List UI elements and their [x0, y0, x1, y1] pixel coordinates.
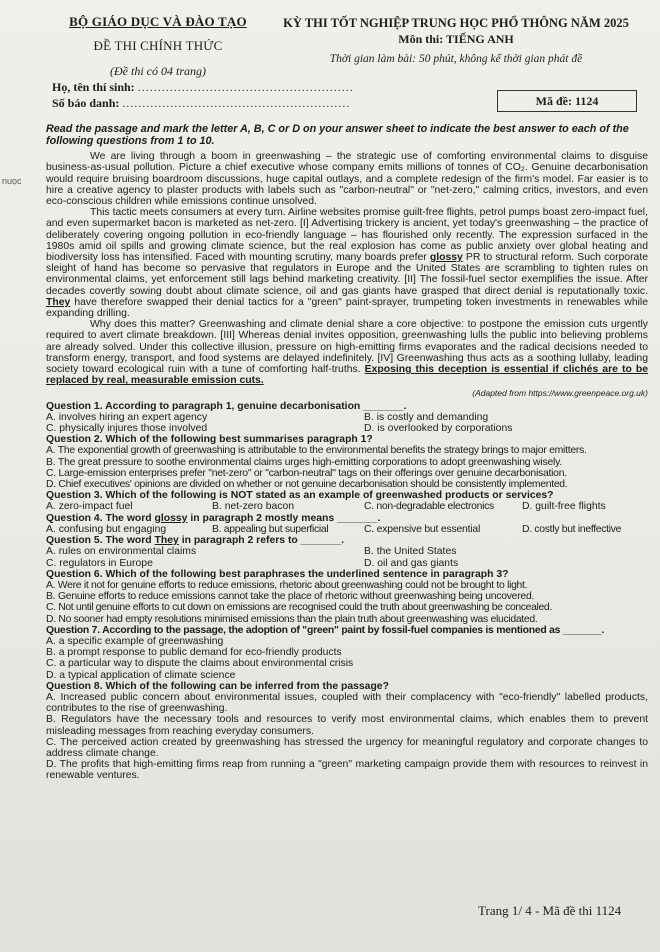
q5-option-a[interactable]: A. rules on environmental claims: [46, 546, 197, 558]
p3-part-a: Why does this matter? Greenwashing and climate denial share a core objective: to postpone the emission cuts urgently required to avert climate breakdown. [III] Whereas denial invites opposition, greenwashing lulls the public into believing problems are already solved. Under this collective illusion, pressure on high-emitting firms evaporates and the radical decisions needed to transform energy, transport, and food systems are delayed indefinitely. [IV] Greenwashing thus acts as a soothing lullaby, leading society toward ecological ruin with a tune of comforting half-truths.: [46, 319, 648, 376]
exam-code-box: Mã đề: 1124: [497, 90, 637, 112]
q4-option-c[interactable]: C. expensive but essential: [364, 523, 481, 535]
page-footer: Trang 1/ 4 - Mã đề thi 1124: [478, 903, 622, 918]
exam-body: [46, 124, 648, 782]
q2-option-c[interactable]: C. Large-emission enterprises prefer "net-zero" or "carbon-neutral" tags on their offerings over genuine decarbonisation.: [46, 467, 567, 479]
q6-option-b[interactable]: B. Genuine efforts to reduce emissions cannot take the place of rhetoric without greenwashing being uncovered.: [46, 591, 535, 603]
q4-stem-post: in paragraph 2 mostly means _______.: [187, 512, 381, 524]
q5-option-b[interactable]: B. the United States: [364, 546, 457, 558]
q2-option-a[interactable]: A. The exponential growth of greenwashing is attributable to the environmental benefits the strategy brings to major emitters.: [46, 445, 587, 457]
question-6-stem: Question 6. Which of the following best paraphrases the underlined sentence in paragraph 3?: [46, 568, 509, 580]
q2-option-b[interactable]: B. The great pressure to soothe environmental claims urges high-emitting corporations to adopt greenwashing wisely.: [46, 456, 563, 468]
q5-stem-post: in paragraph 2 refers to _______.: [178, 535, 344, 547]
question-5-stem: [46, 535, 648, 546]
passage-paragraph-1: We are living through a boom in greenwashing – the strategic use of comforting environmental claims to disguise business-as-usual pollution. Picture a chief executive whose company emits millions of tonnes of CO₂. Genuine decarbonisation would require bruising boardroom discussions, huge capital outlays, and a complete redesign of the firm's model. Far easier is to hire a creative agency to plaster products with labels such as "carbon-neutral" or "net-zero," calming critics, investors, and even eco-conscious children while emissions continue unsolved.: [46, 151, 648, 207]
name-label: Họ, tên thí sinh:: [52, 80, 135, 94]
question-4-options: [46, 524, 648, 535]
question-1-options: [46, 412, 648, 434]
margin-note: nuọc: [2, 176, 22, 186]
p2-part-c: have therefore swapped their denial tactics for a "green" paint-sprayer, trumpeting token investments in renewables while expanding drilling.: [46, 296, 648, 320]
question-8-stem: Question 8. Which of the following can be inferred from the passage?: [46, 680, 389, 692]
q5-option-c[interactable]: C. regulators in Europe: [46, 557, 153, 569]
question-3-options: [46, 501, 648, 512]
q4-option-d[interactable]: D. costly but ineffective: [522, 523, 622, 535]
exam-title: KỲ THI TỐT NGHIỆP TRUNG HỌC PHỔ THÔNG NĂM 2025: [283, 16, 629, 30]
q8-option-c[interactable]: C. The perceived action created by greenwashing has stressed the urgency for meaningful regulatory and corporate changes to address climate change.: [46, 736, 648, 759]
q1-option-b[interactable]: B. is costly and demanding: [364, 411, 489, 423]
id-dots: .........................................................: [122, 96, 351, 110]
question-3-stem: Question 3. Which of the following is NOT stated as an example of greenwashed products or services?: [46, 490, 554, 502]
question-2-stem: Question 2. Which of the following best summarises paragraph 1?: [46, 434, 373, 446]
q3-option-b[interactable]: B. net-zero bacon: [212, 501, 295, 513]
q4-stem-word: glossy: [154, 512, 188, 524]
q5-option-d[interactable]: D. oil and gas giants: [364, 557, 459, 569]
question-4-stem: [46, 513, 648, 524]
q1-option-d[interactable]: D. is overlooked by corporations: [364, 423, 513, 435]
header-left: [58, 14, 258, 79]
ministry-name: BỘ GIÁO DỤC VÀ ĐÀO TẠO: [69, 14, 247, 29]
id-label: Số báo danh:: [52, 96, 120, 110]
q8-option-b[interactable]: B. Regulators have the necessary tools and resources to verify most environmental claims, which enables them to prevent misleading messages from reaching everyday consumers.: [46, 714, 648, 737]
official-label: ĐỀ THI CHÍNH THỨC: [93, 38, 223, 53]
q3-option-d[interactable]: D. guilt-free flights: [522, 501, 606, 513]
q6-option-a[interactable]: A. Were it not for genuine efforts to reduce emissions, rhetoric about greenwashing could not be brought to light.: [46, 579, 528, 591]
q7-option-c[interactable]: C. a particular way to dispute the claims about environmental crisis: [46, 658, 354, 670]
question-7-stem: Question 7. According to the passage, the adoption of "green" paint by fossil-fuel companies is mentioned as _______.: [46, 624, 605, 636]
passage-paragraph-3: [46, 319, 648, 386]
subject-label: Môn thi: TIẾNG ANH: [398, 32, 514, 46]
p2-part-b: PR to structural reform. Such corporate sleight of hand has become so pervasive that regulators in Europe and the United States are scrambling to tighten rules on environmental claims, yet enforcement still lags behind marketing creativity. [II] The fossil-fuel sector exemplifies the issue. After decades covertly sowing doubt about climate science, oil and gas giants have grasped that direct denial is reputationally toxic.: [46, 252, 648, 297]
header-right: [276, 16, 636, 65]
pages-note: (Đề thi có 04 trang): [110, 64, 206, 78]
passage-paragraph-2: [46, 207, 648, 319]
question-1-stem: Question 1. According to paragraph 1, genuine decarbonisation _______.: [46, 400, 407, 412]
q2-option-d[interactable]: D. Chief executives' opinions are divided on whether or not genuine decarbonisation should be consistently implemented.: [46, 479, 568, 491]
q4-option-b[interactable]: B. appealing but superficial: [212, 523, 329, 535]
q6-option-d[interactable]: D. No sooner had empty resolutions minimised emissions than the plain truth about greenwashing was elucidated.: [46, 613, 538, 625]
q1-option-c[interactable]: C. physically injures those involved: [46, 423, 208, 435]
question-5-options: [46, 546, 648, 568]
q8-option-d[interactable]: D. The profits that high-emitting firms reap from running a "green" marketing campaign provide them with resources to reinvest in renewable ventures.: [46, 759, 648, 782]
source-note: (Adapted from https://www.greenpeace.org.uk): [472, 388, 648, 399]
word-they: They: [46, 296, 71, 308]
q6-option-c[interactable]: C. Not until genuine efforts to cut down on emissions are recognised could the truth about greenwashing be concealed.: [46, 602, 552, 614]
candidate-id-row: [52, 96, 350, 111]
instruction: Read the passage and mark the letter A, B, C or D on your answer sheet to indicate the best answer to each of the following questions from 1 to 10.: [46, 123, 629, 147]
underlined-sentence: Exposing this deception is essential if clichés are to be replaced by real, measurable emission cuts.: [46, 364, 649, 387]
q7-option-d[interactable]: D. a typical application of climate science: [46, 669, 236, 681]
candidate-name-row: [52, 80, 354, 95]
q4-stem-pre: Question 4. The word: [46, 512, 155, 524]
q3-option-c[interactable]: C. non-degradable electronics: [364, 501, 494, 513]
q7-option-b[interactable]: B. a prompt response to public demand for eco-friendly products: [46, 647, 342, 659]
q5-stem-pre: Question 5. The word: [46, 535, 155, 547]
word-glossy: glossy: [429, 252, 463, 264]
name-dots: ......................................................: [137, 80, 354, 94]
q3-option-a[interactable]: A. zero-impact fuel: [46, 501, 133, 513]
q7-option-a[interactable]: A. a specific example of greenwashing: [46, 635, 224, 647]
p2-part-a: This tactic meets consumers at every turn. Airline websites promise guilt-free flights, petrol pumps boast zero-impact fuel, and even supermarket bacon is marketed as net-zero. [I] Advertising trickery is ancient, yet today's greenwashing – the practice of deliberately covering ongoing pollution in eco-friendly language – has flourished only recently. The expression surfaced in the 1980s amid oil spills and growing climate science, but the real explosion has come as public anxiety over global heating and biodiversity loss has intensified. Faced with mounting scrutiny, many boards prefer: [46, 207, 648, 264]
q4-option-a[interactable]: A. confusing but engaging: [46, 523, 167, 535]
q8-option-a[interactable]: A. Increased public concern about environmental issues, coupled with their complacency with "eco-friendly" labelled products, contributes to the rise of greenwashing.: [46, 691, 648, 715]
q5-stem-word: They: [154, 535, 179, 547]
time-note: Thời gian làm bài: 50 phút, không kể thời gian phát đề: [329, 53, 583, 65]
q1-option-a[interactable]: A. involves hiring an expert agency: [46, 411, 208, 423]
